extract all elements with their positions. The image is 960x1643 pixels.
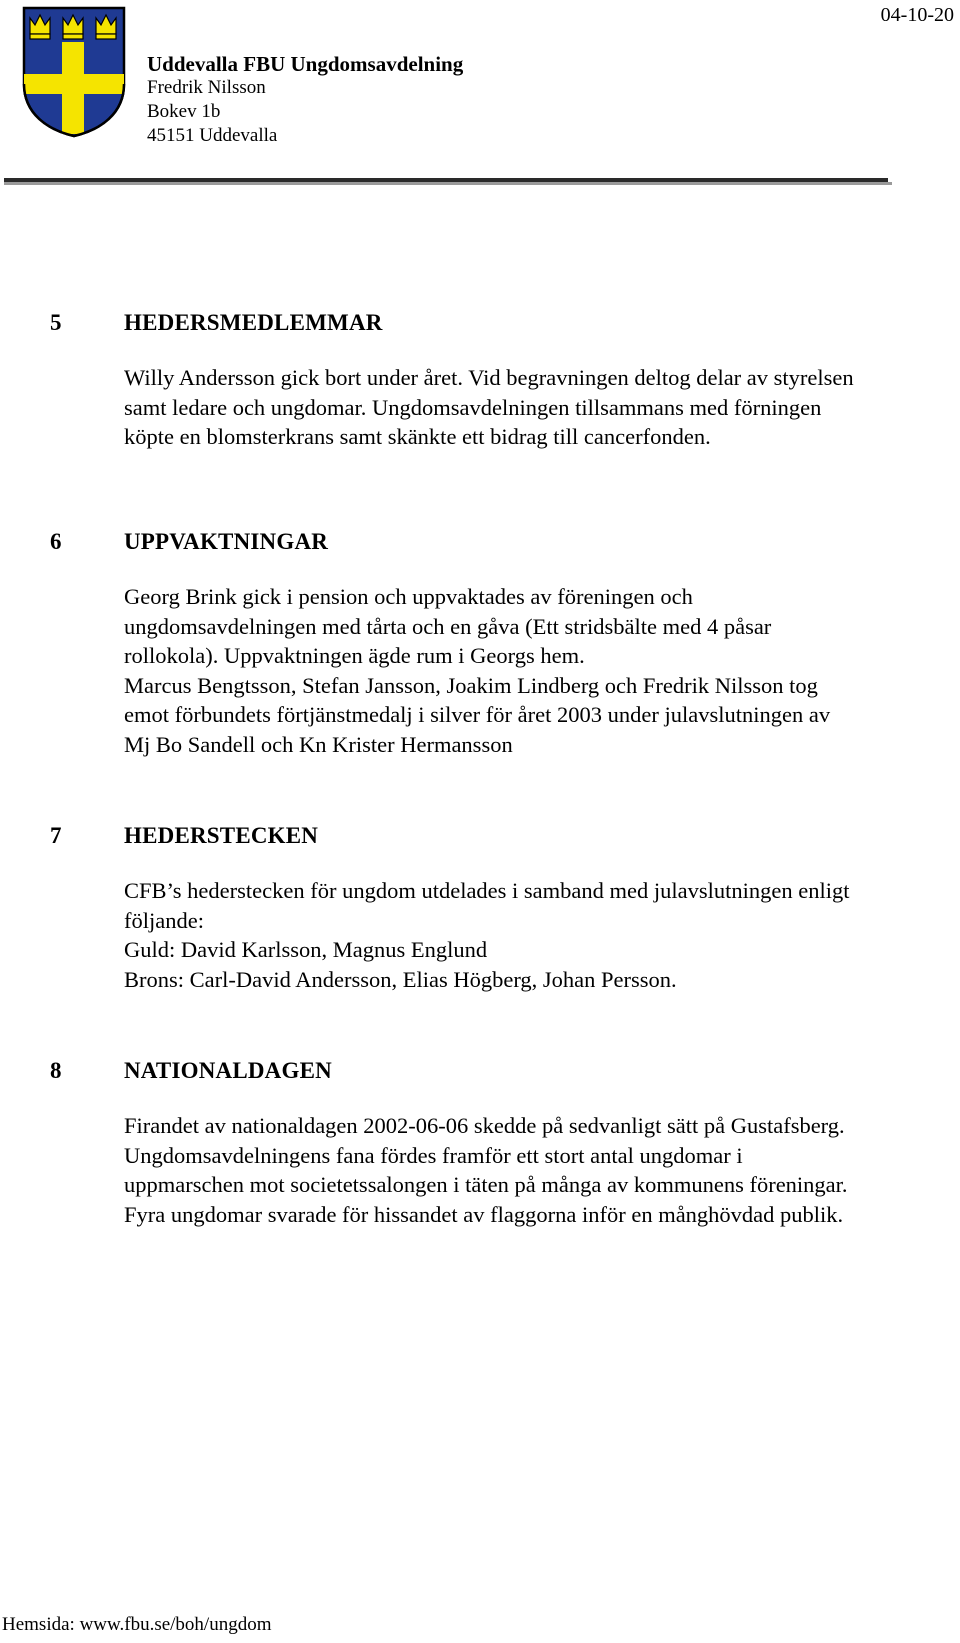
section-body xyxy=(124,1111,848,1229)
paragraph-line: Willy Andersson gick bort under året. Vid begravningen deltog delar av styrelsen xyxy=(124,365,854,390)
document-date: 04-10-20 xyxy=(880,4,954,26)
section-number: 7 xyxy=(50,823,62,848)
section-number: 6 xyxy=(50,529,62,554)
section-body xyxy=(124,363,854,452)
contact-name: Fredrik Nilsson xyxy=(147,77,266,98)
organization-name: Uddevalla FBU Ungdomsavdelning xyxy=(147,52,464,76)
city-address: 45151 Uddevalla xyxy=(147,125,278,146)
paragraph-line: ungdomsavdelningen med tårta och en gåva (Ett stridsbälte med 4 påsar xyxy=(124,613,772,639)
paragraph-line: köpte en blomsterkrans samt skänkte ett bidrag till cancerfonden. xyxy=(124,424,711,449)
paragraph-line: samt ledare och ungdomar. Ungdomsavdelningen tillsammans med förningen xyxy=(124,394,822,420)
header-divider-shadow xyxy=(4,182,892,185)
paragraph-line: Mj Bo Sandell och Kn Krister Hermansson xyxy=(124,731,513,757)
section-title: HEDERSMEDLEMMAR xyxy=(124,310,383,335)
paragraph-line: CFB’s hederstecken för ungdom utdelades i samband med julavslutningen enligt xyxy=(124,878,850,903)
section-number: 5 xyxy=(50,310,62,335)
paragraph-line: Ungdomsavdelningens fana fördes framför ett stort antal ungdomar i xyxy=(124,1142,743,1168)
paragraph-line: Guld: David Karlsson, Magnus Englund xyxy=(124,937,488,962)
paragraph-line: emot förbundets förtjänstmedalj i silver för året 2003 under julavslutningen av xyxy=(124,702,831,727)
paragraph-line: Georg Brink gick i pension och uppvaktades av föreningen och xyxy=(124,584,693,609)
section-body xyxy=(124,582,830,759)
paragraph-line: Fyra ungdomar svarade för hissandet av flaggorna inför en månghövdad publik. xyxy=(124,1201,844,1227)
footer-homepage: Hemsida: www.fbu.se/boh/ungdom xyxy=(2,1614,272,1635)
organization-address-block xyxy=(147,52,463,148)
street-address: Bokev 1b xyxy=(147,101,221,122)
paragraph-line: Brons: Carl-David Andersson, Elias Högberg, Johan Persson. xyxy=(124,966,677,992)
section-title: UPPVAKTNINGAR xyxy=(124,529,329,554)
paragraph-line: uppmarschen mot societetssalongen i täten på många av kommunens föreningar. xyxy=(124,1172,848,1197)
section-title: NATIONALDAGEN xyxy=(124,1058,332,1083)
section-number: 8 xyxy=(50,1058,62,1083)
section-title: HEDERSTECKEN xyxy=(124,823,319,848)
section-body xyxy=(124,876,850,994)
paragraph-line: Firandet av nationaldagen 2002-06-06 skedde på sedvanligt sätt på Gustafsberg. xyxy=(124,1113,845,1138)
paragraph-line: Marcus Bengtsson, Stefan Jansson, Joakim Lindberg och Fredrik Nilsson tog xyxy=(124,672,818,698)
paragraph-line: följande: xyxy=(124,907,204,933)
fbu-shield-logo xyxy=(22,6,126,138)
paragraph-line: rollokola). Uppvaktningen ägde rum i Georgs hem. xyxy=(124,643,585,668)
